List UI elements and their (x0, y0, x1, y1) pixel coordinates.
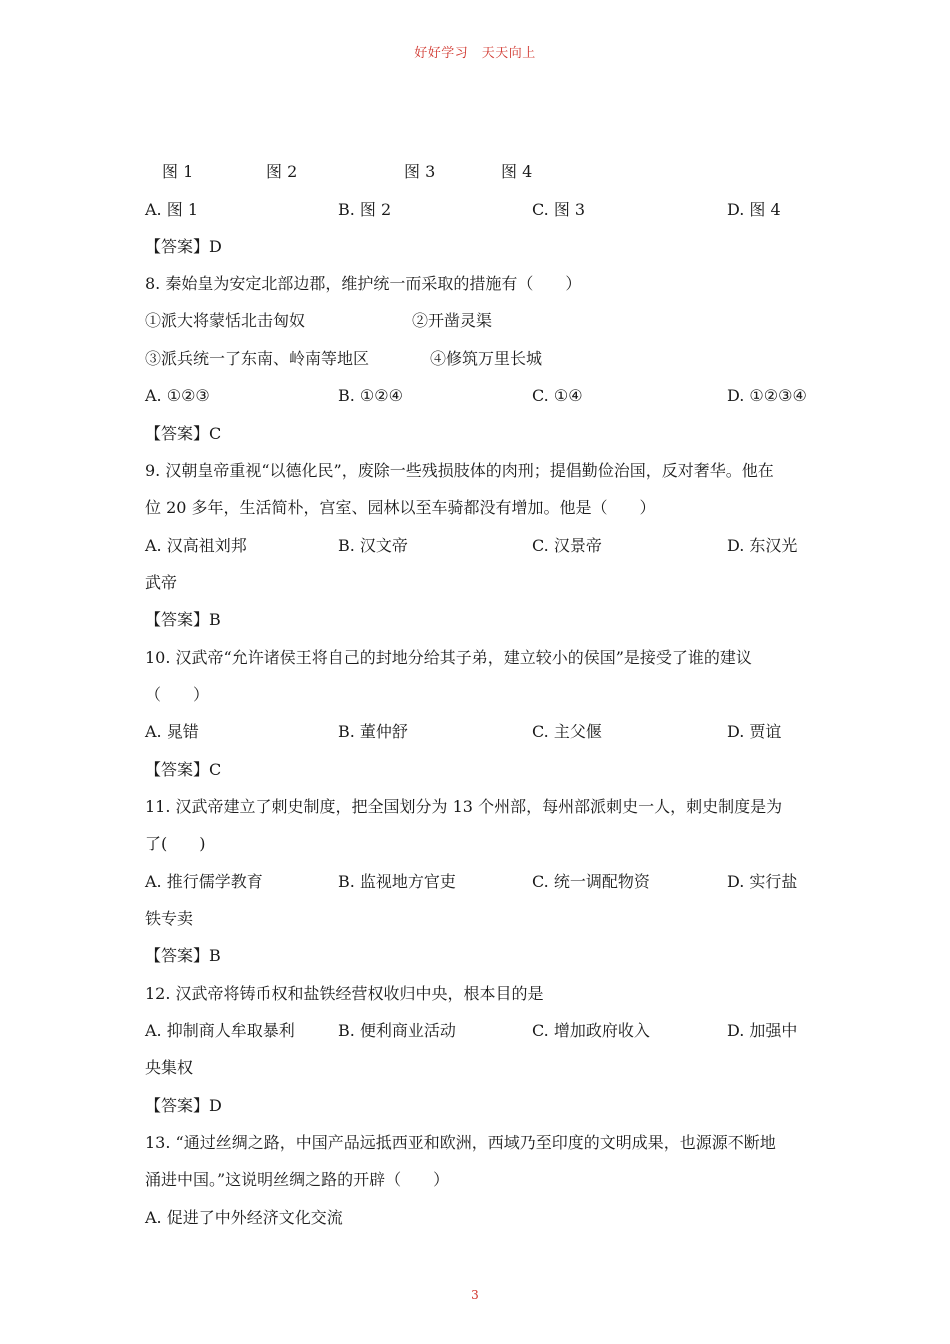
q11-option-wrap: 铁专卖 (145, 909, 194, 928)
q7-option-d: D. 图 4 (727, 200, 781, 219)
q10-option-d: D. 贾谊 (727, 722, 782, 741)
q8-item-3: ③派兵统一了东南、岭南等地区 (145, 349, 370, 368)
q13-stem-line2: 涌进中国。”这说明丝绸之路的开辟（ ） (145, 1170, 450, 1189)
q10-answer: 【答案】C (145, 760, 222, 779)
q10-option-c: C. 主父偃 (532, 722, 602, 741)
q7-option-b: B. 图 2 (338, 200, 392, 219)
q9-stem-line2: 位 20 多年，生活简朴，宫室、园林以至车骑都没有增加。他是（ ） (145, 498, 656, 517)
q9-option-wrap: 武帝 (145, 573, 178, 592)
q12-option-wrap: 央集权 (145, 1058, 194, 1077)
q11-stem-line1: 11. 汉武帝建立了刺史制度，把全国划分为 13 个州部，每州部派刺史一人，刺史制度是为 (145, 797, 783, 816)
q13-option-a: A. 促进了中外经济文化交流 (145, 1208, 343, 1227)
q11-option-a: A. 推行儒学教育 (145, 872, 263, 891)
q12-option-c: C. 增加政府收入 (532, 1021, 650, 1040)
figure-label-3: 图 3 (404, 162, 436, 181)
q12-answer: 【答案】D (145, 1096, 222, 1115)
q12-option-a: A. 抑制商人牟取暴利 (145, 1021, 295, 1040)
q8-stem: 8. 秦始皇为安定北部边郡，维护统一而采取的措施有（ ） (145, 274, 582, 293)
q9-stem-line1: 9. 汉朝皇帝重视“以德化民”，废除一些残损肢体的肉刑；提倡勤俭治国，反对奢华。他在 (145, 461, 774, 480)
q11-option-d: D. 实行盐 (727, 872, 798, 891)
q13-stem-line1: 13. “通过丝绸之路，中国产品远抵西亚和欧洲，西域乃至印度的文明成果，也源源不断地 (145, 1133, 776, 1152)
q9-answer: 【答案】B (145, 610, 221, 629)
q8-option-c: C. ①④ (532, 386, 583, 405)
page-header: 好好学习 天天向上 (414, 46, 536, 61)
page-number: 3 (471, 1288, 479, 1302)
figure-label-2: 图 2 (266, 162, 298, 181)
q8-item-1: ①派大将蒙恬北击匈奴 (145, 311, 306, 330)
figure-label-1: 图 1 (162, 162, 194, 181)
q8-option-b: B. ①②④ (338, 386, 403, 405)
q7-option-c: C. 图 3 (532, 200, 586, 219)
q11-option-b: B. 监视地方官吏 (338, 872, 456, 891)
q7-option-a: A. 图 1 (145, 200, 198, 219)
q8-option-a: A. ①②③ (145, 386, 210, 405)
q9-option-a: A. 汉高祖刘邦 (145, 536, 247, 555)
figure-label-4: 图 4 (501, 162, 533, 181)
q8-item-4: ④修筑万里长城 (430, 349, 543, 368)
q10-option-b: B. 董仲舒 (338, 722, 408, 741)
q7-answer: 【答案】D (145, 237, 222, 256)
q10-stem-line2: （ ） (145, 685, 210, 704)
q9-option-c: C. 汉景帝 (532, 536, 602, 555)
q12-option-d: D. 加强中 (727, 1021, 798, 1040)
q12-stem: 12. 汉武帝将铸币权和盐铁经营权收归中央，根本目的是 (145, 984, 544, 1003)
q8-option-d: D. ①②③④ (727, 386, 807, 405)
q9-option-b: B. 汉文帝 (338, 536, 408, 555)
q9-option-d: D. 东汉光 (727, 536, 798, 555)
q8-answer: 【答案】C (145, 424, 222, 443)
q12-option-b: B. 便利商业活动 (338, 1021, 456, 1040)
q10-option-a: A. 晁错 (145, 722, 199, 741)
q10-stem-line1: 10. 汉武帝“允许诸侯王将自己的封地分给其子弟，建立较小的侯国”是接受了谁的建议 (145, 648, 752, 667)
q8-item-2: ②开凿灵渠 (412, 311, 493, 330)
q11-stem-line2: 了( ) (145, 834, 206, 853)
q11-option-c: C. 统一调配物资 (532, 872, 650, 891)
q11-answer: 【答案】B (145, 946, 221, 965)
